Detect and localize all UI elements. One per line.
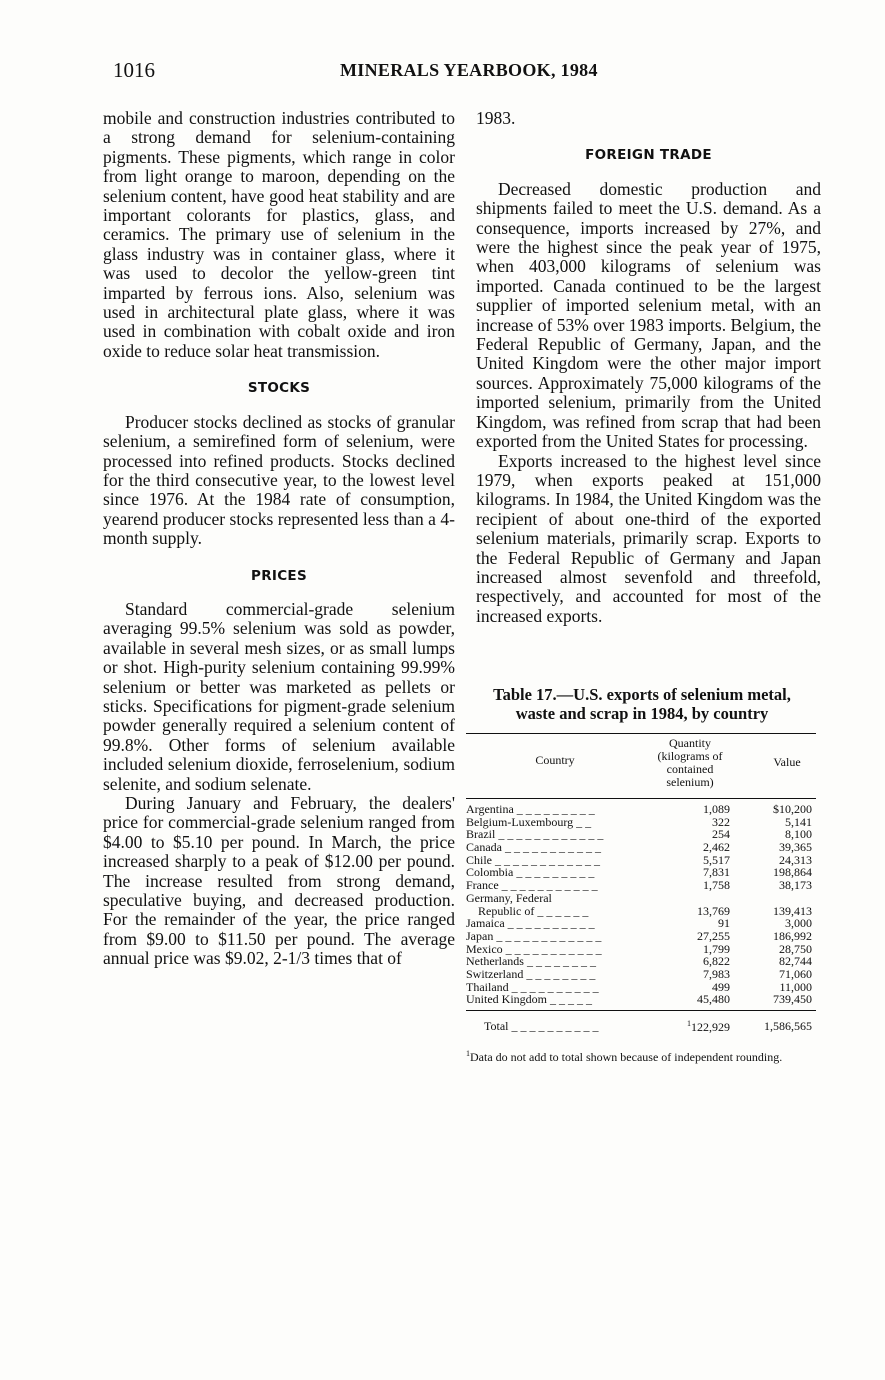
quantity-cell: 1,799	[703, 941, 730, 956]
country-cell: Switzerland _ _ _ _ _ _ _ _	[466, 966, 596, 981]
quantity-cell: 6,822	[703, 954, 730, 969]
quantity-cell: 1,089	[703, 802, 730, 816]
total-quantity-value: 122,929	[691, 1020, 730, 1034]
table-row	[466, 803, 816, 816]
pigments-paragraph: mobile and construction industries contributed to a strong demand for selenium-containing pigments. These pigments, which range in color from light orange to maroon, depending on the selenium content, have good heat stability and are important colorants for plastics, glass, and ceramics. The primary use of selenium in the glass industry was in container glass, where it was used to decolor the yellow-green tint imparted by ferrous ions. Also, selenium was used in architectural plate glass, where it was used in combination with cobalt oxide and iron oxide to reduce solar heat transmission.	[103, 108, 455, 361]
country-cell: Japan _ _ _ _ _ _ _ _ _ _ _ _	[466, 928, 602, 943]
table-title-line-1: Table 17.—U.S. exports of selenium metal,	[493, 685, 791, 704]
table-row	[466, 930, 816, 943]
country-cell: Netherlands _ _ _ _ _ _ _ _	[466, 954, 596, 969]
quantity-cell: 45,480	[697, 992, 730, 1007]
column-header-value: Value	[773, 755, 801, 769]
table-row	[466, 879, 816, 892]
country-cell: Thailand _ _ _ _ _ _ _ _ _ _	[466, 979, 599, 994]
country-cell: Chile _ _ _ _ _ _ _ _ _ _ _ _	[466, 852, 600, 867]
footnote-mark: 1	[466, 1049, 470, 1058]
quantity-cell: 1,758	[703, 878, 730, 893]
value-cell: 5,141	[785, 814, 812, 829]
quantity-header-line: Quantity	[669, 736, 711, 750]
quantity-cell: 27,255	[697, 928, 730, 943]
page-number: 1016	[113, 58, 155, 82]
value-cell: 38,173	[779, 878, 812, 893]
stocks-paragraph: Producer stocks declined as stocks of granular selenium, a semirefined form of selenium, were processed into refined products. Stocks declined for the third consecutive year, to the lowest level since 1976. At the 1984 rate of consumption, yearend producer stocks represented less than a 4-month supply.	[103, 411, 455, 549]
prices-paragraph-1: Standard commercial-grade selenium averaging 99.5% selenium was sold as powder, available in several mesh sizes, or as small lumps or shot. High-purity selenium containing 99.99% selenium or better was marketed as pellets or sticks. Specifications for pigment-grade selenium powder generally required a selenium content of 99.8%. Other forms of selenium available included selenium dioxide, ferroselenium, sodium selenite, and sodium selenate.	[103, 598, 455, 794]
value-cell: 186,992	[773, 928, 812, 943]
value-cell: 11,000	[779, 979, 812, 994]
quantity-cell: 5,517	[703, 852, 730, 867]
exports-paragraph: Exports increased to the highest level since 1979, when exports peaked at 151,000 kilograms. In 1984, the United Kingdom was the recipient of about one-third of the exported selenium materials, primarily scrap. Exports to the Federal Republic of Germany and Japan increased almost sevenfold and threefold, respectively, and accounted for most of the increased exports.	[476, 450, 821, 626]
stocks-heading: STOCKS	[247, 380, 311, 397]
running-head: MINERALS YEARBOOK, 1984	[340, 60, 598, 80]
country-cell: Colombia _ _ _ _ _ _ _ _ _	[466, 865, 595, 880]
quantity-cell: 2,462	[703, 840, 730, 855]
value-cell: 139,413	[773, 903, 812, 918]
total-quantity	[687, 1019, 730, 1035]
imports-paragraph: Decreased domestic production and shipments failed to meet the U.S. demand. As a consequence, imports increased by 27%, and were the highest since the peak year of 1975, when 403,000 kilograms of selenium was imported. Canada continued to be the largest supplier of imported selenium metal, with an increase of 53% over 1983 imports. Belgium, the Federal Republic of Germany, Japan, and the United Kingdom were the other major import sources. Approximately 75,000 kilograms of the imported selenium, primarily from the United Kingdom, was refined from scrap that had been exported from the United States for processing.	[476, 178, 821, 452]
table-row	[466, 968, 816, 981]
country-cell: Brazil _ _ _ _ _ _ _ _ _ _ _ _	[466, 827, 604, 842]
table-row	[466, 993, 816, 1006]
value-cell: 198,864	[773, 865, 812, 880]
quantity-header-line: (kilograms of	[657, 749, 723, 763]
quantity-cell: 254	[712, 827, 730, 842]
table-row	[466, 841, 816, 854]
total-footnote-mark: 1	[687, 1019, 691, 1028]
quantity-cell: 7,983	[703, 966, 730, 981]
country-cell: Jamaica _ _ _ _ _ _ _ _ _ _	[466, 916, 595, 931]
country-cell: Belgium-Luxembourg _ _	[466, 814, 592, 829]
quantity-cell: 13,769	[697, 903, 730, 918]
quantity-cell: 322	[712, 814, 730, 829]
quantity-cell: 499	[712, 979, 730, 994]
table-title	[466, 685, 818, 723]
value-cell: 28,750	[779, 941, 812, 956]
country-cell: Canada _ _ _ _ _ _ _ _ _ _ _	[466, 840, 601, 855]
table-row	[466, 892, 816, 917]
value-cell: 39,365	[779, 840, 812, 855]
total-label: Total _ _ _ _ _ _ _ _ _ _	[484, 1019, 599, 1033]
total-value: 1,586,565	[764, 1019, 812, 1033]
country-cell: Germany, Federal	[466, 890, 552, 905]
value-cell: 24,313	[779, 852, 812, 867]
value-cell: 71,060	[779, 966, 812, 981]
country-cell: United Kingdom _ _ _ _ _	[466, 992, 592, 1007]
table-footnote	[466, 1047, 818, 1064]
value-cell: 3,000	[785, 916, 812, 931]
continued-text: 1983.	[476, 108, 516, 128]
quantity-cell: 91	[718, 916, 730, 931]
prices-heading: PRICES	[251, 567, 307, 584]
right-column	[476, 109, 821, 626]
value-cell: 739,450	[773, 992, 812, 1007]
table-header-rule	[466, 798, 816, 799]
column-header-quantity	[640, 737, 740, 789]
country-cell: France _ _ _ _ _ _ _ _ _ _ _	[466, 878, 598, 893]
table-top-rule	[466, 733, 816, 734]
table-sum-rule	[466, 1010, 816, 1011]
table-title-line-2: waste and scrap in 1984, by country	[515, 704, 769, 723]
value-cell: 82,744	[779, 954, 812, 969]
country-cell: Argentina _ _ _ _ _ _ _ _ _	[466, 802, 595, 816]
left-column	[103, 109, 455, 969]
value-cell: 8,100	[785, 827, 812, 842]
column-header-country: Country	[535, 753, 575, 767]
table-row	[466, 917, 816, 930]
quantity-header-line: contained	[666, 762, 714, 776]
foreign-trade-heading: FOREIGN TRADE	[585, 147, 712, 164]
table-body	[466, 803, 816, 1006]
country-cell: Mexico _ _ _ _ _ _ _ _ _ _ _	[466, 941, 602, 956]
value-cell: $10,200	[773, 802, 812, 816]
prices-paragraph-2: During January and February, the dealers' price for commercial-grade selenium ranged from $4.00 to $5.10 per pound. In March, the price increased sharply to a peak of $12.00 per pound. The increase resulted from strong demand, speculative buying, and decreased production. For the remainder of the year, the price ranged from $9.00 to $11.50 per pound. The average annual price was $9.02, 2-1/3 times that of	[103, 793, 455, 969]
quantity-cell: 7,831	[703, 865, 730, 880]
footnote-text: Data do not add to total shown because of independent rounding.	[470, 1050, 783, 1064]
country-cell-continued: Republic of _ _ _ _ _ _	[478, 903, 589, 918]
quantity-header-line: selenium)	[666, 775, 714, 789]
